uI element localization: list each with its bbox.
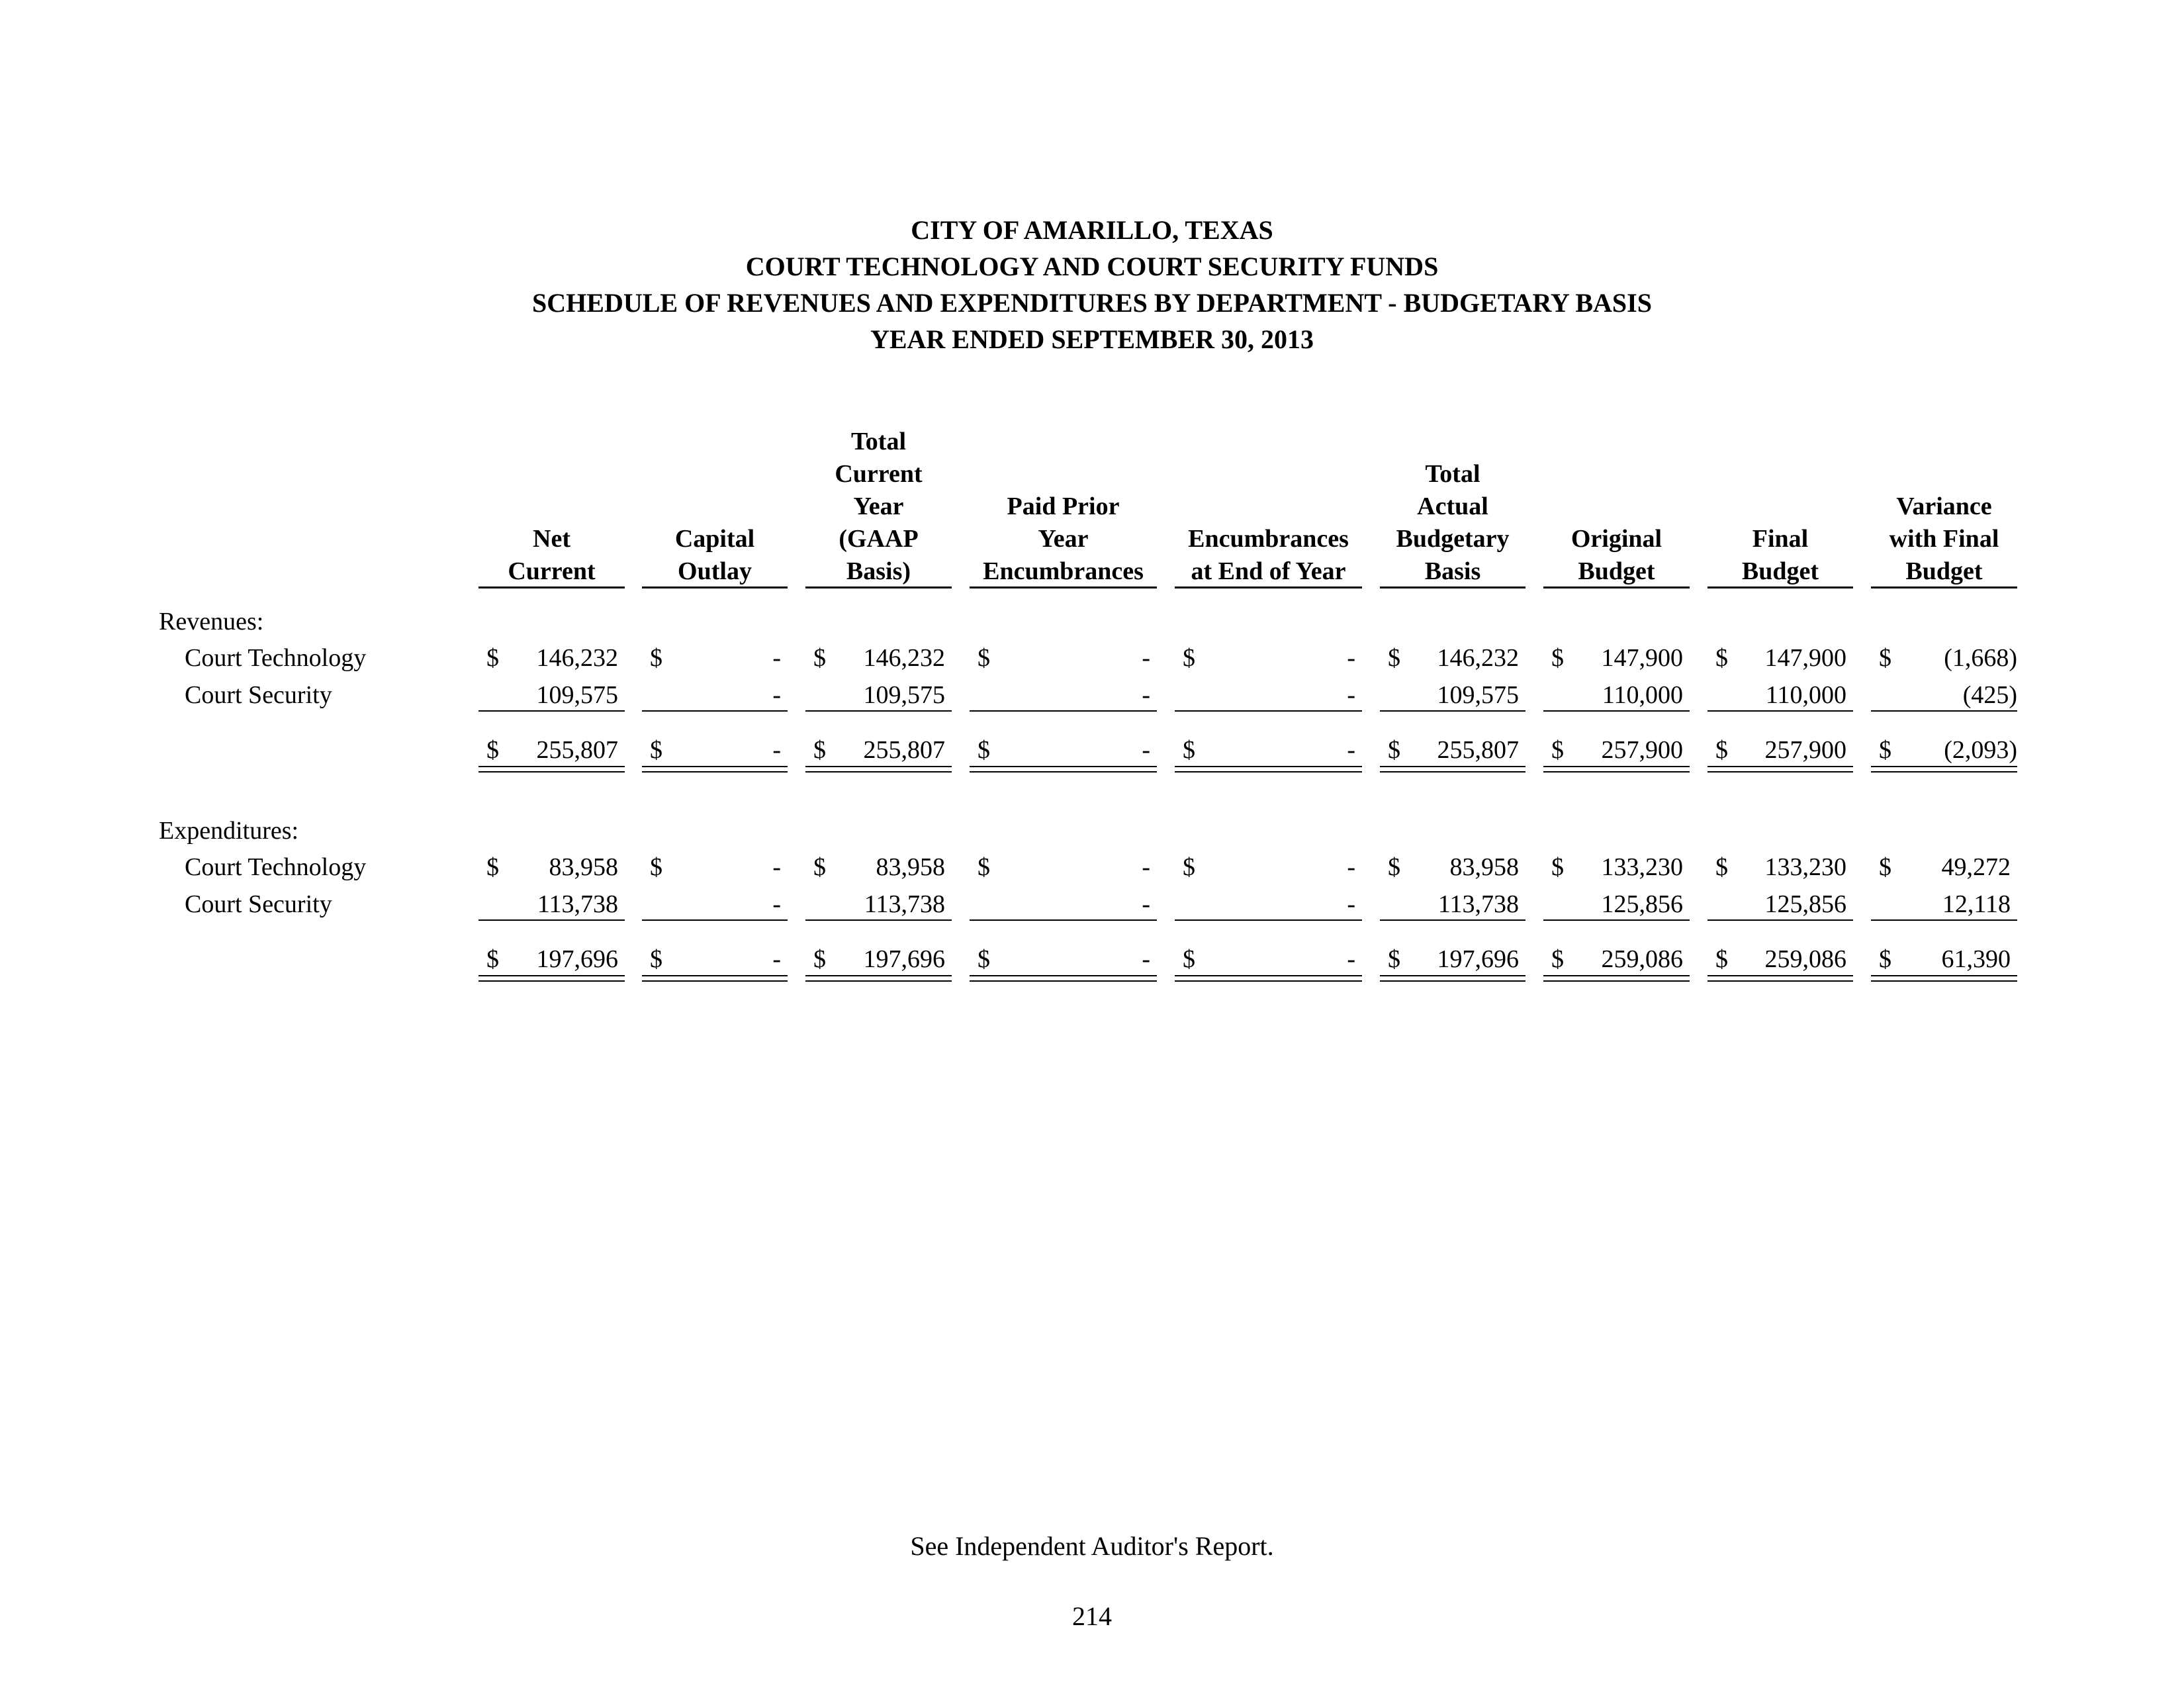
total-value: 257,900 (1601, 736, 1683, 764)
column-header-line: Actual (1417, 492, 1488, 520)
cell-value: 83,958 (1449, 853, 1519, 881)
title-entity: CITY OF AMARILLO, TEXAS (911, 215, 1273, 245)
currency-symbol: $ (978, 945, 990, 973)
expenditures-total-paid-prior-year-encumbrances (970, 944, 1157, 974)
cell-value: 146,232 (536, 644, 618, 672)
currency-symbol: $ (1183, 644, 1195, 672)
column-header-rule (805, 586, 952, 588)
total-value: - (772, 945, 781, 973)
title-period: YEAR ENDED SEPTEMBER 30, 2013 (870, 324, 1314, 354)
expenditures-subtotal-rule (642, 919, 788, 921)
expenditures-total-double-rule (970, 975, 1157, 982)
revenues-total-total-actual-budgetary (1380, 735, 1525, 765)
expenditures-section-label: Expenditures: (159, 817, 299, 845)
cell-value: 146,232 (863, 644, 945, 672)
currency-symbol: $ (978, 644, 990, 672)
expenditures-subtotal-rule (970, 919, 1157, 921)
currency-symbol: $ (1551, 644, 1564, 672)
column-header-line: Budget (1578, 557, 1655, 585)
revenues-total-final-budget (1707, 735, 1853, 765)
column-header-line: at End of Year (1191, 557, 1346, 585)
revenues-total-capital-outlay (642, 735, 788, 765)
expenditures-total-capital-outlay (642, 944, 788, 974)
expenditures-total-double-rule (1707, 975, 1853, 982)
currency-symbol: $ (813, 644, 826, 672)
currency-symbol: $ (813, 945, 826, 973)
expenditures-cell-original-budget (1543, 852, 1690, 882)
currency-symbol: $ (1183, 736, 1195, 764)
expenditures-subtotal-rule (1707, 919, 1853, 921)
currency-symbol: $ (650, 644, 662, 672)
expenditures-cell-capital-outlay (642, 852, 788, 882)
revenues-subtotal-rule (1175, 710, 1362, 712)
column-header-line: Capital (674, 525, 755, 553)
total-value: - (1347, 736, 1355, 764)
expenditures-subtotal-rule (1380, 919, 1525, 921)
currency-symbol: $ (1388, 945, 1400, 973)
total-value: 259,086 (1764, 945, 1846, 973)
expenditures-cell-variance-final-budget (1871, 889, 2017, 919)
cell-value: 125,856 (1601, 890, 1683, 918)
expenditures-subtotal-rule (805, 919, 952, 921)
revenues-cell-final-budget (1707, 680, 1853, 710)
cell-value: 110,000 (1602, 681, 1683, 709)
column-header-rule (642, 586, 788, 588)
column-header-line: Variance (1896, 492, 1992, 520)
currency-symbol: $ (486, 736, 499, 764)
revenues-subtotal-rule (642, 710, 788, 712)
currency-symbol: $ (978, 736, 990, 764)
expenditures-cell-paid-prior-year-encumbrances (970, 852, 1157, 882)
currency-symbol: $ (1879, 945, 1891, 973)
currency-symbol: $ (486, 945, 499, 973)
cell-value: 133,230 (1764, 853, 1846, 881)
expenditures-total-final-budget (1707, 944, 1853, 974)
column-header-line: Paid Prior (1007, 492, 1120, 520)
revenues-total-double-rule (1175, 766, 1362, 773)
revenues-subtotal-rule (1380, 710, 1525, 712)
cell-value: 113,738 (537, 890, 618, 918)
expenditures-total-variance-final-budget (1871, 944, 2017, 974)
revenues-section-label: Revenues: (159, 608, 264, 635)
currency-symbol: $ (650, 853, 662, 881)
revenues-cell-original-budget (1543, 643, 1690, 673)
revenues-cell-total-actual-budgetary (1380, 643, 1525, 673)
column-header-line: Budget (1741, 557, 1819, 585)
currency-symbol: $ (1715, 736, 1728, 764)
cell-value: - (772, 644, 781, 672)
currency-symbol: $ (650, 736, 662, 764)
revenues-cell-capital-outlay (642, 643, 788, 673)
column-header-line: Current (835, 460, 923, 488)
currency-symbol: $ (1879, 736, 1891, 764)
cell-value: 113,738 (1437, 890, 1519, 918)
cell-value: 146,232 (1437, 644, 1519, 672)
column-header-line: Basis (1424, 557, 1481, 585)
column-header-total-current-year (805, 417, 952, 590)
column-header-line: Total (850, 428, 907, 455)
cell-value: 147,900 (1764, 644, 1846, 672)
total-value: 259,086 (1601, 945, 1683, 973)
column-header-rule (478, 586, 625, 588)
revenues-cell-capital-outlay (642, 680, 788, 710)
revenues-row-label: Court Technology (185, 644, 367, 672)
revenues-subtotal-rule (970, 710, 1157, 712)
expenditures-row-label: Court Technology (185, 853, 367, 881)
expenditures-total-original-budget (1543, 944, 1690, 974)
total-value: 255,807 (1437, 736, 1519, 764)
revenues-subtotal-rule (478, 710, 625, 712)
expenditures-cell-capital-outlay (642, 889, 788, 919)
expenditures-total-double-rule (805, 975, 952, 982)
cell-value: 109,575 (536, 681, 618, 709)
cell-value: - (1347, 681, 1355, 709)
column-header-line: Year (853, 492, 904, 520)
page-number: 214 (1072, 1601, 1112, 1631)
revenues-cell-variance-final-budget (1871, 643, 2017, 673)
column-header-line: Budget (1905, 557, 1983, 585)
revenues-total-double-rule (1543, 766, 1690, 773)
revenues-total-double-rule (970, 766, 1157, 773)
title-funds: COURT TECHNOLOGY AND COURT SECURITY FUNDS (745, 252, 1439, 281)
currency-symbol: $ (813, 736, 826, 764)
expenditures-subtotal-rule (1175, 919, 1362, 921)
revenues-subtotal-rule (1871, 710, 2017, 712)
expenditures-total-double-rule (642, 975, 788, 982)
column-header-line: Budgetary (1396, 525, 1510, 553)
cell-value: 110,000 (1765, 681, 1846, 709)
column-header-encumbrances-end-of-year (1175, 417, 1362, 590)
cell-value: 83,958 (549, 853, 618, 881)
revenues-subtotal-rule (805, 710, 952, 712)
total-value: 257,900 (1764, 736, 1846, 764)
cell-value: - (1142, 644, 1150, 672)
column-header-line: Outlay (678, 557, 752, 585)
total-value: 197,696 (536, 945, 618, 973)
revenues-cell-paid-prior-year-encumbrances (970, 680, 1157, 710)
currency-symbol: $ (1183, 853, 1195, 881)
expenditures-subtotal-rule (478, 919, 625, 921)
cell-value: - (1142, 890, 1150, 918)
cell-value: - (772, 890, 781, 918)
cell-value: 109,575 (1437, 681, 1519, 709)
revenues-cell-variance-final-budget (1871, 680, 2017, 710)
revenues-total-paid-prior-year-encumbrances (970, 735, 1157, 765)
currency-symbol: $ (1879, 853, 1891, 881)
revenues-cell-total-actual-budgetary (1380, 680, 1525, 710)
column-header-line: Encumbrances (1188, 525, 1349, 553)
expenditures-cell-encumbrances-end-of-year (1175, 889, 1362, 919)
revenues-total-double-rule (1380, 766, 1525, 773)
cell-value: - (1142, 681, 1150, 709)
revenues-cell-encumbrances-end-of-year (1175, 680, 1362, 710)
cell-value: 113,738 (864, 890, 945, 918)
revenues-total-variance-final-budget (1871, 735, 2017, 765)
expenditures-cell-total-current-year (805, 889, 952, 919)
column-header-rule (1175, 586, 1362, 588)
currency-symbol: $ (486, 853, 499, 881)
expenditures-cell-total-actual-budgetary (1380, 852, 1525, 882)
cell-value: 125,856 (1764, 890, 1846, 918)
total-value: 197,696 (863, 945, 945, 973)
column-header-variance-final-budget (1871, 417, 2017, 590)
column-header-line: Basis) (846, 557, 911, 585)
title-schedule: SCHEDULE OF REVENUES AND EXPENDITURES BY DEPARTMENT - BUDGETARY BASIS (532, 288, 1652, 318)
column-header-line: Year (1038, 525, 1089, 553)
cell-value: 83,958 (876, 853, 945, 881)
total-value: - (1347, 945, 1355, 973)
currency-symbol: $ (650, 945, 662, 973)
revenues-subtotal-rule (1543, 710, 1690, 712)
total-value: 255,807 (536, 736, 618, 764)
column-header-rule (1543, 586, 1690, 588)
expenditures-total-encumbrances-end-of-year (1175, 944, 1362, 974)
cell-value: 133,230 (1601, 853, 1683, 881)
cell-value: - (1347, 890, 1355, 918)
total-value: - (1142, 945, 1150, 973)
expenditures-cell-net-current (478, 889, 625, 919)
cell-value: 49,272 (1941, 853, 2011, 881)
expenditures-row-label: Court Security (185, 890, 332, 918)
total-value: (2,093) (1944, 736, 2017, 764)
currency-symbol: $ (1388, 644, 1400, 672)
currency-symbol: $ (813, 853, 826, 881)
revenues-cell-total-current-year (805, 680, 952, 710)
column-header-total-actual-budgetary (1380, 417, 1525, 590)
total-value: 255,807 (863, 736, 945, 764)
revenues-total-net-current (478, 735, 625, 765)
currency-symbol: $ (486, 644, 499, 672)
auditor-report-note: See Independent Auditor's Report. (910, 1531, 1274, 1561)
expenditures-cell-original-budget (1543, 889, 1690, 919)
column-header-rule (1871, 586, 2017, 588)
currency-symbol: $ (1715, 644, 1728, 672)
revenues-total-encumbrances-end-of-year (1175, 735, 1362, 765)
total-value: - (1142, 736, 1150, 764)
currency-symbol: $ (1388, 736, 1400, 764)
revenues-subtotal-rule (1707, 710, 1853, 712)
revenues-cell-net-current (478, 643, 625, 673)
expenditures-total-double-rule (1380, 975, 1525, 982)
currency-symbol: $ (1551, 945, 1564, 973)
expenditures-cell-final-budget (1707, 852, 1853, 882)
revenues-total-double-rule (1707, 766, 1853, 773)
currency-symbol: $ (1551, 853, 1564, 881)
expenditures-cell-total-actual-budgetary (1380, 889, 1525, 919)
total-value: 61,390 (1941, 945, 2011, 973)
column-header-rule (1380, 586, 1525, 588)
revenues-total-total-current-year (805, 735, 952, 765)
revenues-cell-encumbrances-end-of-year (1175, 643, 1362, 673)
column-header-line: with Final (1889, 525, 1999, 553)
cell-value: - (1142, 853, 1150, 881)
cell-value: - (1347, 853, 1355, 881)
currency-symbol: $ (1715, 853, 1728, 881)
currency-symbol: $ (1551, 736, 1564, 764)
cell-value: (425) (1962, 681, 2017, 709)
cell-value: - (772, 681, 781, 709)
column-header-line: Encumbrances (983, 557, 1144, 585)
total-value: - (772, 736, 781, 764)
total-value: 197,696 (1437, 945, 1519, 973)
expenditures-cell-paid-prior-year-encumbrances (970, 889, 1157, 919)
column-header-final-budget (1707, 417, 1853, 590)
expenditures-cell-variance-final-budget (1871, 852, 2017, 882)
expenditures-total-total-actual-budgetary (1380, 944, 1525, 974)
currency-symbol: $ (978, 853, 990, 881)
currency-symbol: $ (1879, 644, 1891, 672)
column-header-line: Final (1752, 525, 1809, 553)
column-header-line: (GAAP (839, 525, 919, 553)
expenditures-subtotal-rule (1871, 919, 2017, 921)
expenditures-total-total-current-year (805, 944, 952, 974)
expenditures-cell-final-budget (1707, 889, 1853, 919)
revenues-row-label: Court Security (185, 681, 332, 709)
cell-value: 12,118 (1942, 890, 2011, 918)
revenues-cell-net-current (478, 680, 625, 710)
currency-symbol: $ (1388, 853, 1400, 881)
expenditures-total-double-rule (478, 975, 625, 982)
column-header-paid-prior-year-encumbrances (970, 417, 1157, 590)
cell-value: 147,900 (1601, 644, 1683, 672)
column-header-capital-outlay (642, 417, 788, 590)
revenues-cell-final-budget (1707, 643, 1853, 673)
column-header-net-current (478, 417, 625, 590)
column-header-line: Current (508, 557, 596, 585)
cell-value: 109,575 (863, 681, 945, 709)
report-title (0, 212, 2184, 357)
revenues-total-double-rule (805, 766, 952, 773)
currency-symbol: $ (1715, 945, 1728, 973)
expenditures-cell-net-current (478, 852, 625, 882)
revenues-total-original-budget (1543, 735, 1690, 765)
revenues-cell-paid-prior-year-encumbrances (970, 643, 1157, 673)
revenues-total-double-rule (1871, 766, 2017, 773)
column-header-original-budget (1543, 417, 1690, 590)
expenditures-subtotal-rule (1543, 919, 1690, 921)
column-header-line: Total (1425, 460, 1480, 488)
revenues-total-double-rule (478, 766, 625, 773)
expenditures-total-double-rule (1871, 975, 2017, 982)
expenditures-cell-encumbrances-end-of-year (1175, 852, 1362, 882)
expenditures-cell-total-current-year (805, 852, 952, 882)
cell-value: - (772, 853, 781, 881)
column-header-rule (1707, 586, 1853, 588)
expenditures-total-double-rule (1175, 975, 1362, 982)
revenues-cell-total-current-year (805, 643, 952, 673)
revenues-total-double-rule (642, 766, 788, 773)
column-header-line: Original (1570, 525, 1662, 553)
currency-symbol: $ (1183, 945, 1195, 973)
column-header-rule (970, 586, 1157, 588)
expenditures-total-double-rule (1543, 975, 1690, 982)
cell-value: - (1347, 644, 1355, 672)
cell-value: (1,668) (1944, 644, 2017, 672)
column-header-line: Net (533, 525, 570, 553)
expenditures-total-net-current (478, 944, 625, 974)
revenues-cell-original-budget (1543, 680, 1690, 710)
